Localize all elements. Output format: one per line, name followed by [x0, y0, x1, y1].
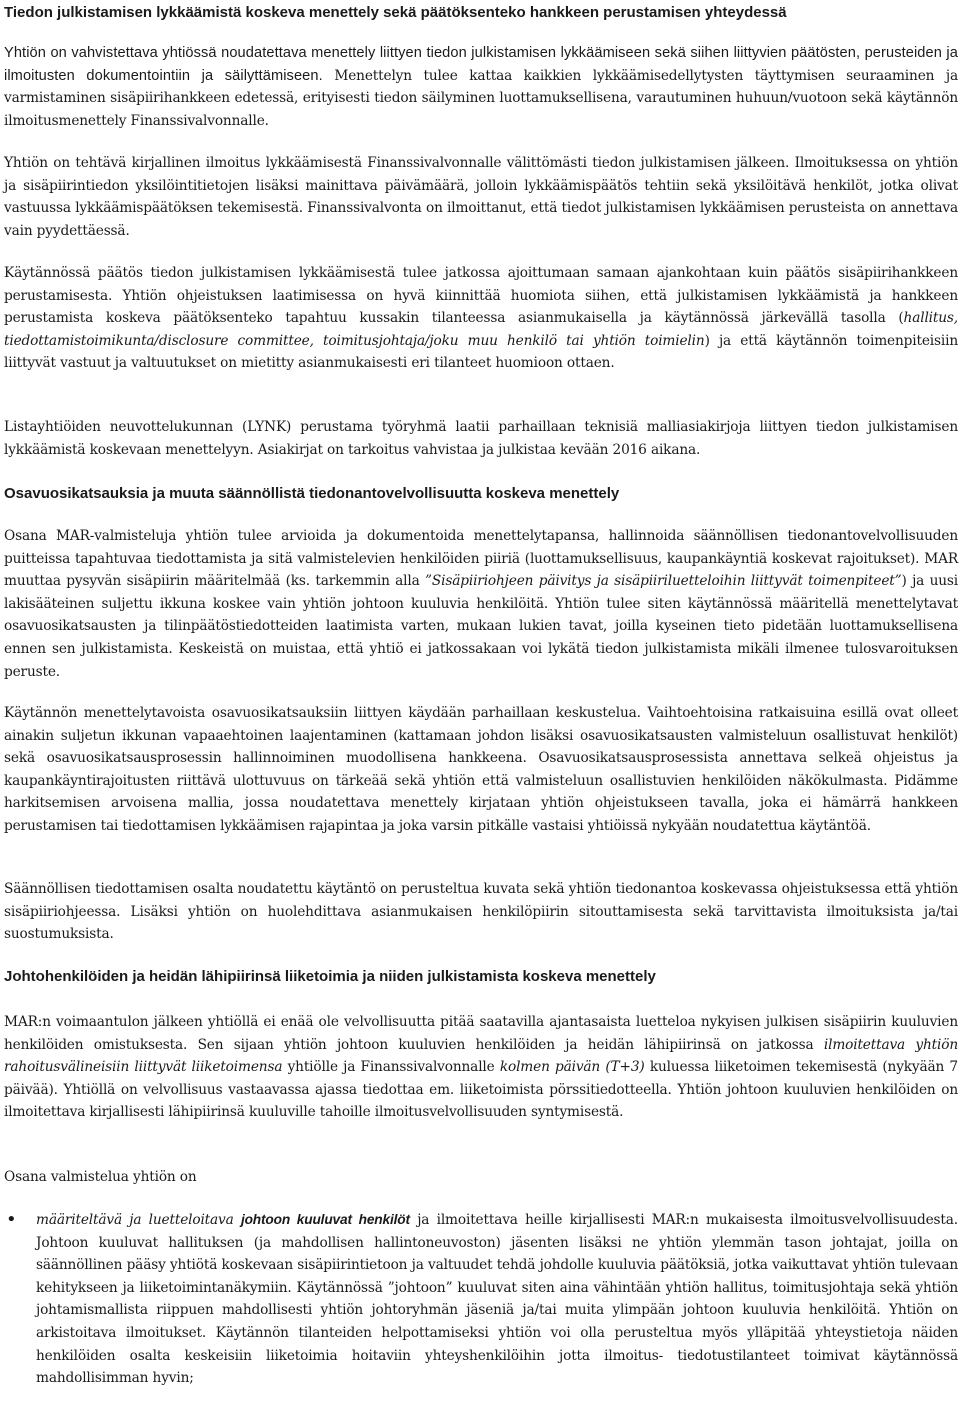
paragraph-mar-entry-into-force: [4, 1011, 958, 1124]
text-run: Osana MAR-valmisteluja yhtiön tulee arvioida ja dokumentoida menettelytapansa, hallinnoida säännöllisen tiedonantovelvollisuuden puitteissa tapahtuvaa tiedottamista ja sitä valmistelevien henkilöiden piiriä (luottamuksellisuus, kaupankäyntiä koskevat rajoitukset). MAR muuttaa pysyvän sisäpiirin määritelmää (ks. tarkemmin alla: [4, 528, 958, 590]
text-run: Käytännössä päätös tiedon julkistamisen lykkäämisestä tulee jatkossa ajoittumaan samaan ajankohtaan kuin päätös sisäpiirihankkeen perustamisesta. Yhtiön ohjeistuksen laatimisessa on hyvä kiinnittää huomiota siihen, että julkistamisen lykkäämistä ja hankkeen perustamista koskeva päätöksenteko tapahtuu kussakin tilanteessa asianmukaisella ja käytännössä järkevällä tasolla (: [4, 265, 958, 327]
paragraph-mar-preparation: [4, 525, 958, 683]
text-run: MAR:n voimaantulon jälkeen yhtiöllä ei enää ole velvollisuutta pitää saatavilla ajantasaista luetteloa nykyisen julkisen sisäpiirin kuuluvien henkilöiden omistuksesta. Sen sijaan yhtiön johtoon kuuluvien henkilöiden ja heidän lähipiirinsä on jatkossa: [4, 1014, 958, 1053]
text-run: yhtiölle ja Finanssivalvonnalle: [282, 1059, 500, 1076]
text-run: ) ja uusi lakisääteinen suljettu ikkuna koskee vain yhtiön johtoon kuuluvia henkilöitä. Yhtiön tulee siten käytännössä määritellä menettelytavat osavuosikatsausten ja tilinpäätöstiedotteiden laatimista varten, mukaan lukien tavat, joilla kyseinen tieto pidetään luottamuksellisena ennen sen julkistamista. Keskeistä on muistaa, että yhtiö ei jatkossakaan voi lykätä tiedon julkistamista mikäli ilmenee tulosvaroituksen peruste.: [4, 573, 959, 680]
emphasis-text: määriteltävä ja luetteloitava: [36, 1212, 241, 1228]
text-run: ) ja että käytännön toimenpiteisiin liittyvät vastuut ja valtuutukset on mietitty asianmukaisesti eri tilanteet huomioon ottaen.: [4, 332, 959, 372]
section-heading-periodic-disclosure: Osavuosikatsauksia ja muuta säännöllistä tiedonantovelvollisuutta koskeva menettely: [4, 485, 620, 502]
paragraph-written-notification: Yhtiön on tehtävä kirjallinen ilmoitus lykkäämisestä Finanssivalvonnalle välittömästi tiedon julkistamisen jälkeen. Ilmoituksessa on yhtiön ja sisäpiirintiedon yksilöintitietojen lisäksi mainittava päivämäärä, jolloin lykkäämispäätös tehtiin sekä yksilöitävä henkilöt, jotka olivat vastuussa lykkäämispäätöksen tekemisestä. Finanssivalvonta on ilmoittanut, että tiedot julkistamisen lykkäämisen perusteista on annettava vain pyydettäessä.: [4, 155, 958, 239]
paragraph-lynk-working-group: Listayhtiöiden neuvottelukunnan (LYNK) perustama työryhmä laatii parhaillaan teknisiä malliasiakirjoja liittyen tiedon julkistamisen lykkäämistä koskevaan menettelyyn. Asiakirjat on tarkoitus vahvistaa ja julkistaa kevään 2016 aikana.: [4, 419, 958, 458]
text-run: kuluessa liiketoimen tekemisestä (nykyään 7 päivää). Yhtiöllä on velvollisuus vastaavassa ajassa tiedottaa em. liiketoimista pörssitiedotteella. Yhtiön johtoon kuuluvien henkilöiden on ilmoitettava kirjallisesti lähipiirinsä kuuluville tahoille ilmoitusvelvollisuuden syntymisestä.: [4, 1059, 958, 1121]
emphasis-text: ”Sisäpiiriohjeen päivitys ja sisäpiiriluetteloihin liittyvät toimenpiteet”: [425, 573, 902, 590]
paragraph-practical-procedures: Käytännön menettelytavoista osavuosikatsauksiin liittyen käydään parhaillaan keskustelua. Vaihtoehtoisina ratkaisuina esillä ovat olleet ainakin suljetun ikkunan vapaaehtoinen laajentaminen (kattamaan johdon lisäksi osavuosikatsausten valmisteluun osallistuvat henkilöt) sekä osavuosikatsausprosessin hallinnoiminen muodollisena hankkeena. Osavuosikatsausprosessista annettava selkeä ohjeistus ja kaupankäyntirajoitusten riittävä ulottuvuus on tärkeää sekä yhtiön että valmisteluun osallistuvien henkilöiden näkökulmasta. Pidämme harkitsemisen arvoisena mallia, jossa noudatettava menettely kirjataan yhtiön ohjeistukseen tavalla, joka ei hämärrä hankkeen perustamisen tai tiedottamisen lykkäämisen rajapintaa ja joka varsin pitkälle vastaisi yhtiöissä nykyään noudatettua käytäntöä.: [4, 705, 958, 834]
paragraph-preparation-intro: Osana valmistelua yhtiön on: [4, 1169, 197, 1185]
list-item-text: [36, 1209, 958, 1390]
paragraph-procedure-confirmation: [4, 42, 958, 132]
text-run: ja ilmoitettava heille kirjallisesti MAR:n mukaisesta ilmoitusvelvollisuudesta. Johtoon kuuluvat hallituksen (ja mahdollisen hallintoneuvoston) jäsenten lisäksi ne yhtiön ylemmän tason johtajat, joilla on säännöllinen pääsy yhtiötä koskevaan sisäpiirintietoon ja valtuudet tehdä johdolle kuuluvia päätöksiä, jotka vaikuttavat yhtiön tulevaan kehitykseen ja liiketoimintanäkymiin. Käytännössä ”johtoon” kuuluvat siten aina vähintään yhtiön hallitus, toimitusjohtaja sekä yhtiön johtamismallista riippuen mahdollisesti yhtiön johtoryhmän jäseniä ja/tai muita ylimpään johtoon kuuluvia henkilöitä. Yhtiön on arkistoitava ilmoitukset. Käytännön tilanteiden helpottamiseksi yhtiön voi olla perusteltua myös ylläpitää yhteystietoja näiden henkilöiden osalta keskeisiin liiketoimia hoitaviin yhteyshenkilöihin jotta ilmoitus- tiedotustilanteet toimivat käytännössä mahdollisimman hyvin;: [36, 1212, 958, 1387]
emphasis-bold-text: johtoon kuuluvat henkilöt: [240, 1212, 410, 1227]
emphasis-text: hallitus, tiedottamistoimikunta/disclosure committee, toimitusjohtaja/joku muu henkilö tai yhtiön toimielin: [4, 310, 958, 349]
section-heading-managers-transactions: Johtohenkilöiden ja heidän lähipiirinsä liiketoimia ja niiden julkistamista koskeva menettely: [4, 968, 656, 985]
emphasis-text: kolmen päivän (T+3): [499, 1059, 645, 1076]
paragraph-decision-timing: [4, 262, 958, 375]
paragraph-regular-disclosure: Säännöllisen tiedottamisen osalta noudatettu käytäntö on perusteltua kuvata sekä yhtiön tiedonantoa koskevassa ohjeistuksessa että yhtiön sisäpiiriohjeessa. Lisäksi yhtiön on huolehdittava asianmukaisen henkilöpiirin sitouttamisesta sekä tarvittavista ilmoituksista ja/tai suostumuksista.: [4, 881, 958, 943]
emphasis-text: ilmoitettava yhtiön rahoitusvälineisiin liittyvät liiketoimensa: [4, 1036, 959, 1076]
list-item: [4, 1209, 958, 1390]
bullet-icon: •: [6, 1209, 17, 1230]
paragraph-continuation: Menettelyn tulee kattaa kaikkien lykkäämisedellytysten täyttymisen seuraaminen ja varmistaminen sisäpiirihankkeen edetessä, erityisesti tiedon säilyminen luottamuksellisena, varautuminen huhuun/vuotoon sekä käytännön ilmoitusmenettely Finanssivalvonnalle.: [4, 67, 959, 129]
paragraph-lead-sentence: Yhtiön on vahvistettava yhtiössä noudatettava menettely liittyen tiedon julkistamisen lykkäämiseen sekä siihen liittyvien päätösten, perusteiden ja ilmoitusten dokumentointiin ja säilyttämiseen.: [4, 45, 958, 84]
section-heading-disclosure-delay: Tiedon julkistamisen lykkäämistä koskeva menettely sekä päätöksenteko hankkeen perustamisen yhteydessä: [4, 4, 787, 21]
